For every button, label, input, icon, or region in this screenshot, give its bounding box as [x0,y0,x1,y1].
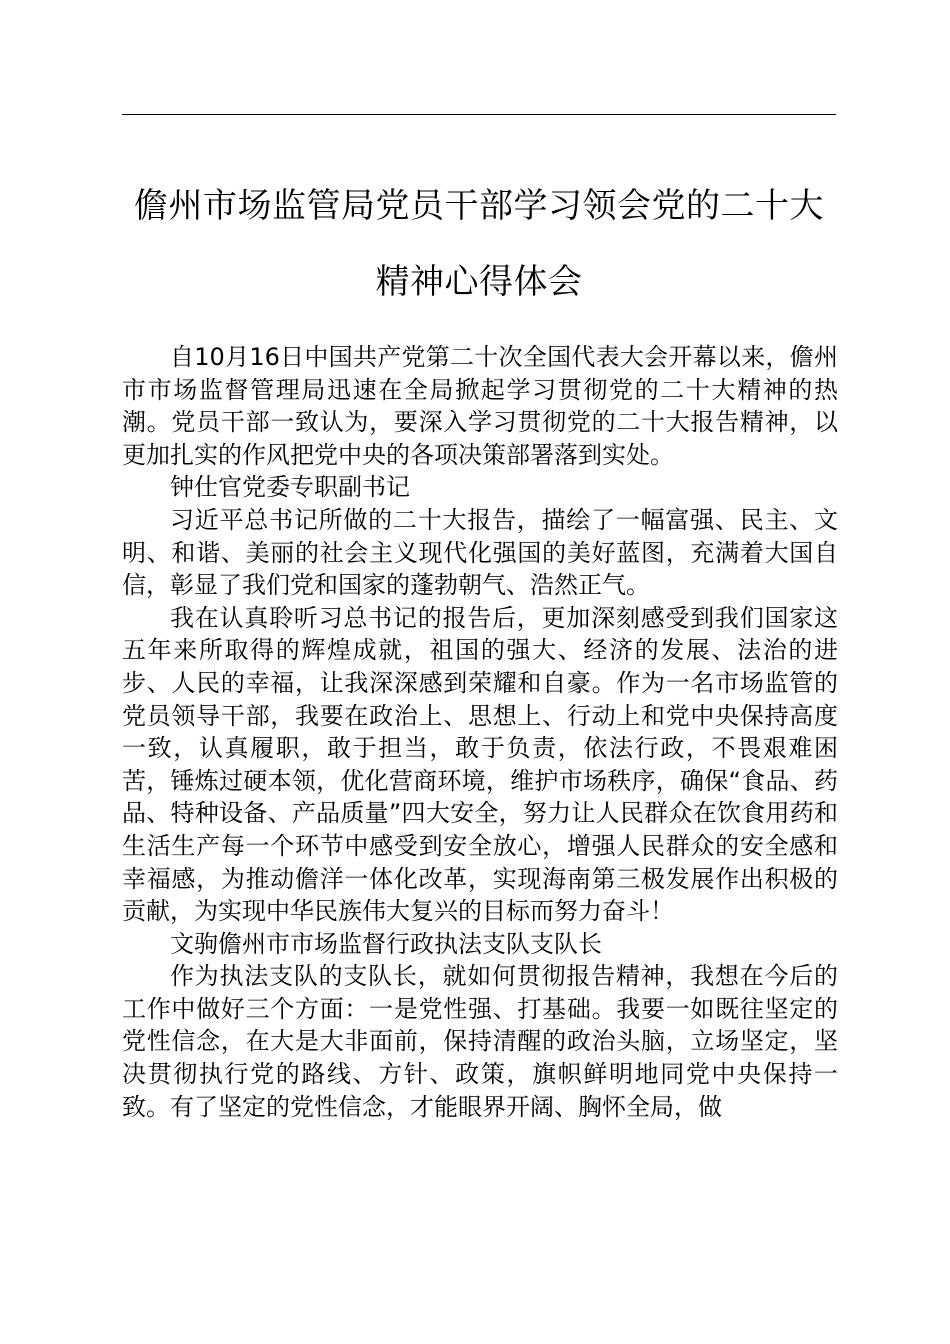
speaker-heading-1: 钟仕官党委专职副书记 [170,473,410,502]
paragraph: 习近平总书记所做的二十大报告，描绘了一幅富强、民主、文明、和谐、美丽的社会主义现代化强国的美好蓝图，充满着大国自信，彰显了我们党和国家的蓬勃朝气、浩然正气。 [122,505,838,600]
document-body [122,341,838,1123]
document-title [100,168,858,320]
paragraph-intro: 自10月16日中国共产党第二十次全国代表大会开幕以来，儋州市市场监督管理局迅速在全局掀起学习贯彻党的二十大精神的热潮。党员干部一致认为，要深入学习贯彻党的二十大报告精神，以更加扎实的作风把党中央的各项决策部署落到实处。 [122,343,838,469]
title-line-1: 儋州市场监管局党员干部学习领会党的二十大 [134,186,824,226]
title-line-2: 精神心得体会 [375,262,583,302]
paragraph: 作为执法支队的支队长，就如何贯彻报告精神，我想在今后的工作中做好三个方面：一是党性强、打基础。我要一如既往坚定的党性信念，在大是大非面前，保持清醒的政治头脑，立场坚定，坚决贯彻执行党的路线、方针、政策，旗帜鲜明地同党中央保持一致。有了坚定的党性信念，才能眼界开阔、胸怀全局，做 [122,962,838,1121]
paragraph: 我在认真聆听习总书记的报告后，更加深刻感受到我们国家这五年来所取得的辉煌成就，祖国的强大、经济的发展、法治的进步、人民的幸福，让我深深感到荣耀和自豪。作为一名市场监管的党员领导干部，我要在政治上、思想上、行动上和党中央保持高度一致，认真履职，敢于担当，敢于负责，依法行政，不畏艰难困苦，锤炼过硬本领，优化营商环境，维护市场秩序，确保“食品、药品、特种设备、产品质量”四大安全，努力让人民群众在饮食用药和生活生产每一个环节中感受到安全放心，增强人民群众的安全感和幸福感，为推动儋洋一体化改革，实现海南第三极发展作出积极的贡献，为实现中华民族伟大复兴的目标而努力奋斗！ [122,603,838,926]
speaker-heading-2: 文驹儋州市市场监督行政执法支队支队长 [170,929,602,958]
header-rule [122,114,836,115]
